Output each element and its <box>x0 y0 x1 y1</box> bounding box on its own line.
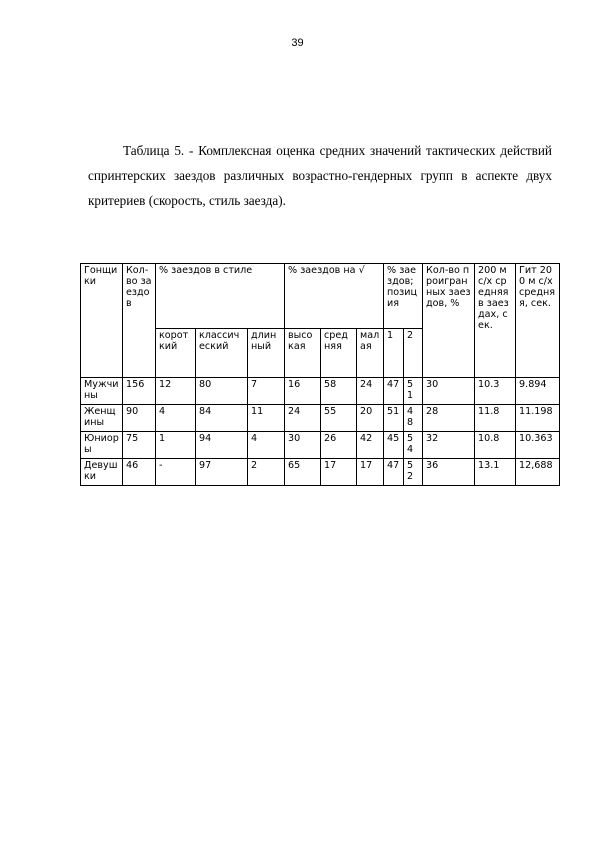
table-cell: 51 <box>384 405 404 432</box>
table-cell: Женщины <box>81 405 123 432</box>
table-cell: Девушки <box>81 459 123 486</box>
table-cell: - <box>156 459 196 486</box>
table-row <box>81 432 560 459</box>
subheader-high: высокая <box>285 329 321 378</box>
table-cell: 30 <box>423 378 475 405</box>
table-cell: 13.1 <box>475 459 516 486</box>
table-cell: 16 <box>285 378 321 405</box>
table-cell: 47 <box>384 378 404 405</box>
table-cell: 156 <box>123 378 156 405</box>
table-cell: 42 <box>357 432 384 459</box>
page-number: 39 <box>291 37 304 49</box>
table-cell: 9.894 <box>516 378 560 405</box>
table-cell: 84 <box>196 405 248 432</box>
table-cell: 54 <box>404 432 423 459</box>
table-cell: Юниоры <box>81 432 123 459</box>
table-cell: 97 <box>196 459 248 486</box>
header-position-percent: % заездов; позиция <box>384 264 423 329</box>
results-table <box>80 263 560 486</box>
header-style-percent: % заездов в стиле <box>156 264 285 329</box>
table-cell: 11.198 <box>516 405 560 432</box>
table-cell: 48 <box>404 405 423 432</box>
table-cell: 24 <box>285 405 321 432</box>
subheader-medium: средняя <box>321 329 357 378</box>
table-cell: 94 <box>196 432 248 459</box>
table-cell: 17 <box>357 459 384 486</box>
table-cell: 65 <box>285 459 321 486</box>
table-cell: 1 <box>156 432 196 459</box>
header-race-count: Кол-во заездов <box>123 264 156 378</box>
table-cell: 28 <box>423 405 475 432</box>
table-cell: 12,688 <box>516 459 560 486</box>
table-caption: Таблица 5. - Комплексная оценка средних значений тактических действий спринтерских заездов различных возрастно-гендерных групп в аспекте двух критериев (скорость, стиль заезда). <box>88 143 552 208</box>
table-cell: 51 <box>404 378 423 405</box>
table-cell: 10.363 <box>516 432 560 459</box>
table-cell: 12 <box>156 378 196 405</box>
table-cell: 55 <box>321 405 357 432</box>
table-cell: 7 <box>248 378 285 405</box>
table-cell: 10.8 <box>475 432 516 459</box>
table-header-row <box>81 264 560 329</box>
table-cell: 24 <box>357 378 384 405</box>
subheader-position-2: 2 <box>404 329 423 378</box>
table-cell: Мужчины <box>81 378 123 405</box>
table-cell: 11 <box>248 405 285 432</box>
table-cell: 10.3 <box>475 378 516 405</box>
table-cell: 80 <box>196 378 248 405</box>
table-cell: 47 <box>384 459 404 486</box>
table-cell: 11.8 <box>475 405 516 432</box>
table-row <box>81 405 560 432</box>
table-row <box>81 459 560 486</box>
header-200m-heat-avg: Гит 200 м с/х средняя, сек. <box>516 264 560 378</box>
table-cell: 58 <box>321 378 357 405</box>
table-cell: 17 <box>321 459 357 486</box>
subheader-long: длинный <box>248 329 285 378</box>
table-cell: 36 <box>423 459 475 486</box>
header-200m-avg: 200 м с/х средняя в заездах, сек. <box>475 264 516 378</box>
subheader-classic: классический <box>196 329 248 378</box>
subheader-low: малая <box>357 329 384 378</box>
table-cell: 4 <box>156 405 196 432</box>
table-cell: 26 <box>321 432 357 459</box>
subheader-short: короткий <box>156 329 196 378</box>
header-speed-percent: % заездов на √ <box>285 264 384 329</box>
table-cell: 75 <box>123 432 156 459</box>
table-cell: 46 <box>123 459 156 486</box>
table-cell: 45 <box>384 432 404 459</box>
table-cell: 20 <box>357 405 384 432</box>
table-cell: 52 <box>404 459 423 486</box>
header-riders: Гонщики <box>81 264 123 378</box>
table-cell: 2 <box>248 459 285 486</box>
table-cell: 32 <box>423 432 475 459</box>
table-cell: 4 <box>248 432 285 459</box>
subheader-position-1: 1 <box>384 329 404 378</box>
table-cell: 30 <box>285 432 321 459</box>
table-row <box>81 378 560 405</box>
table-cell: 90 <box>123 405 156 432</box>
header-lost-races: Кол-во проигранных заездов, % <box>423 264 475 378</box>
